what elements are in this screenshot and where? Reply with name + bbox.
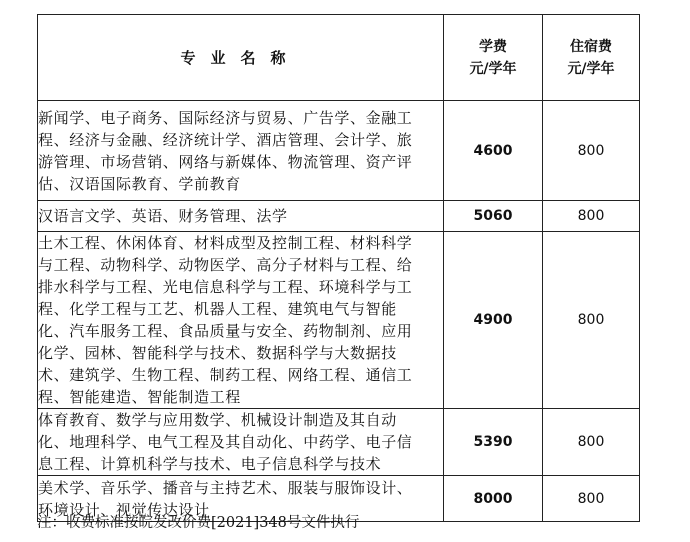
majors-line: 美术学、音乐学、播音与主持艺术、服装与服饰设计、: [38, 478, 413, 497]
majors-line: 新闻学、电子商务、国际经济与贸易、广告学、金融工: [38, 108, 413, 127]
majors-line: 化、汽车服务工程、食品质量与安全、药物制剂、应用: [38, 322, 413, 340]
fee-table: [37, 14, 640, 522]
majors-line: 土木工程、休闲体育、材料成型及控制工程、材料科学: [38, 234, 413, 252]
table-row: [38, 409, 640, 476]
header-tuition: [444, 15, 543, 101]
majors-line: 程、经济与金融、经济统计学、酒店管理、会计学、旅: [38, 130, 413, 149]
tuition-cell: 5390: [444, 409, 543, 476]
table-row: [38, 201, 640, 232]
dorm-fee-cell: 800: [543, 201, 640, 232]
table-row: [38, 232, 640, 409]
header-dorm-fee: [543, 15, 640, 101]
dorm-fee-cell: 800: [543, 476, 640, 522]
majors-line: 汉语言文学、英语、财务管理、法学: [38, 207, 288, 225]
majors-line: 环境设计、视觉传达设计: [38, 500, 210, 519]
tuition-cell: 8000: [444, 476, 543, 522]
dorm-fee-cell: 800: [543, 232, 640, 409]
majors-line: 排水科学与工程、光电信息科学与工程、环境科学与工: [38, 278, 413, 296]
dorm-fee-cell: 800: [543, 409, 640, 476]
majors-line: 估、汉语国际教育、学前教育: [38, 174, 241, 193]
majors-line: 术、建筑学、生物工程、制药工程、网络工程、通信工: [38, 366, 413, 384]
majors-cell: [38, 201, 444, 232]
majors-line: 化学、园林、智能科学与技术、数据科学与大数据技: [38, 344, 397, 362]
header-tuition-label: 学费: [479, 38, 507, 55]
majors-line: 游管理、市场营销、网络与新媒体、物流管理、资产评: [38, 152, 413, 171]
header-dorm-unit: 元/学年: [567, 60, 615, 77]
majors-cell: [38, 232, 444, 409]
majors-cell: [38, 409, 444, 476]
table-row: [38, 101, 640, 201]
footnote: 注：收费标准按皖发改价费[2021]348号文件执行: [37, 515, 360, 531]
header-tuition-unit: 元/学年: [469, 60, 517, 77]
majors-line: 与工程、动物科学、动物医学、高分子材料与工程、给: [38, 256, 413, 274]
majors-cell: [38, 101, 444, 201]
tuition-cell: 5060: [444, 201, 543, 232]
majors-line: 体育教育、数学与应用数学、机械设计制造及其自动: [38, 411, 397, 429]
header-dorm-label: 住宿费: [570, 38, 612, 55]
header-major-name: 专业名称: [38, 15, 444, 101]
tuition-cell: 4900: [444, 232, 543, 409]
tuition-cell: 4600: [444, 101, 543, 201]
majors-line: 程、化学工程与工艺、机器人工程、建筑电气与智能: [38, 300, 397, 318]
majors-line: 程、智能建造、智能制造工程: [38, 388, 241, 406]
dorm-fee-cell: 800: [543, 101, 640, 201]
majors-line: 化、地理科学、电气工程及其自动化、中药学、电子信: [38, 433, 413, 451]
majors-line: 息工程、计算机科学与技术、电子信息科学与技术: [38, 455, 382, 473]
table-header-row: [38, 15, 640, 101]
